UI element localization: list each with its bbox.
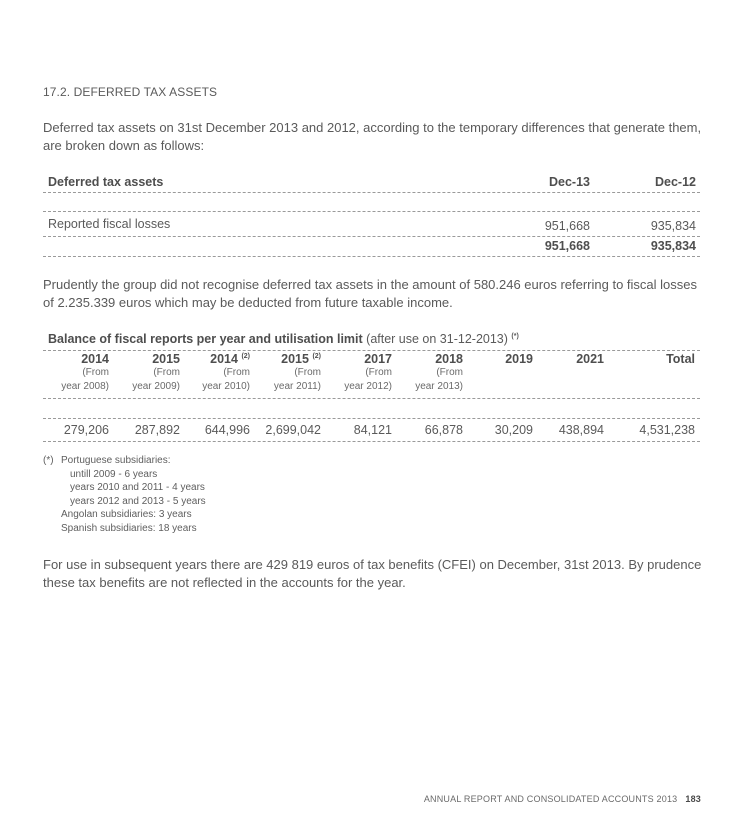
table-cell: 84,121 [353, 423, 392, 437]
column-header: 2014 (From year 2008) [61, 352, 109, 392]
column-header: Total [666, 352, 695, 366]
fiscal-reports-title-bold: Balance of fiscal reports per year and utilisation limit [48, 332, 363, 346]
fiscal-reports-values [43, 423, 700, 441]
fiscal-reports-title-rest: (after use on 31-12-2013) [362, 332, 512, 346]
column-header: 2014 $^{(2)}$ (From year 2010) [202, 352, 250, 392]
table-cell: 438,894 [558, 423, 604, 437]
table-cell: 2,699,042 [265, 423, 321, 437]
footnote-line: untill 2009 - 6 years [70, 468, 158, 480]
prudence-paragraph: Prudently the group did not recognise deferred tax assets in the amount of 580.246 euros referring to fiscal losses of 2.235.339 euros which may be deducted from future taxable income. [43, 277, 697, 310]
page-footer [424, 794, 701, 804]
table-cell: 644,996 [204, 423, 250, 437]
column-header: 2021 [576, 352, 604, 366]
table-row-dec13: 951,668 [544, 219, 590, 233]
fiscal-reports-title [48, 332, 519, 346]
footnote-line: Portuguese subsidiaries: [61, 455, 171, 466]
footnote-line: Angolan subsidiaries: 3 years [61, 509, 192, 521]
table-header-dec12: Dec-12 [655, 175, 696, 189]
column-header: 2018 (From year 2013) [415, 352, 463, 392]
footer-title: ANNUAL REPORT AND CONSOLIDATED ACCOUNTS 2013 [423, 794, 678, 804]
table-cell: 287,892 [134, 423, 180, 437]
column-header: 2015 $^{(2)}$ (From year 2011) [273, 352, 321, 392]
footnote-line: Spanish subsidiaries: 18 years [61, 522, 197, 534]
intro-paragraph: Deferred tax assets on 31st December 2013 and 2012, according to the temporary differences that generate them, are broken down as follows: [43, 120, 702, 153]
footnote-line: years 2012 and 2013 - 5 years [70, 495, 206, 507]
table-cell: 279,206 [63, 423, 109, 437]
table-cell: 30,209 [494, 423, 533, 437]
footnote-line: years 2010 and 2011 - 4 years [70, 482, 205, 494]
table-cell: 66,878 [424, 423, 463, 437]
deferred-tax-table [43, 170, 700, 260]
table-header-label: Deferred tax assets [48, 175, 164, 189]
table-header-dec13: Dec-13 [549, 175, 590, 189]
fiscal-reports-header [43, 352, 700, 402]
section-title: 17.2. DEFERRED TAX ASSETS [43, 85, 218, 99]
fiscal-reports-title-note: (*) [511, 332, 519, 340]
page-number: 183 [685, 794, 701, 804]
table-total-dec13: 951,668 [544, 239, 590, 253]
table-total-dec12: 935,834 [650, 239, 696, 253]
column-header: 2017 (From year 2012) [344, 352, 392, 392]
table-cell: 4,531,238 [639, 423, 695, 437]
footnote-marker: (*) [43, 455, 54, 466]
column-header: 2015 (From year 2009) [132, 352, 180, 392]
closing-paragraph: For use in subsequent years there are 429 819 euros of tax benefits (CFEI) on December, 31st 2013. By prudence these tax benefits are not reflected in the accounts for the year. [43, 557, 702, 590]
column-header: 2019 [505, 352, 533, 366]
table-row-dec12: 935,834 [650, 219, 696, 233]
footnotes [43, 454, 206, 536]
table-row-label: Reported fiscal losses [48, 217, 171, 231]
